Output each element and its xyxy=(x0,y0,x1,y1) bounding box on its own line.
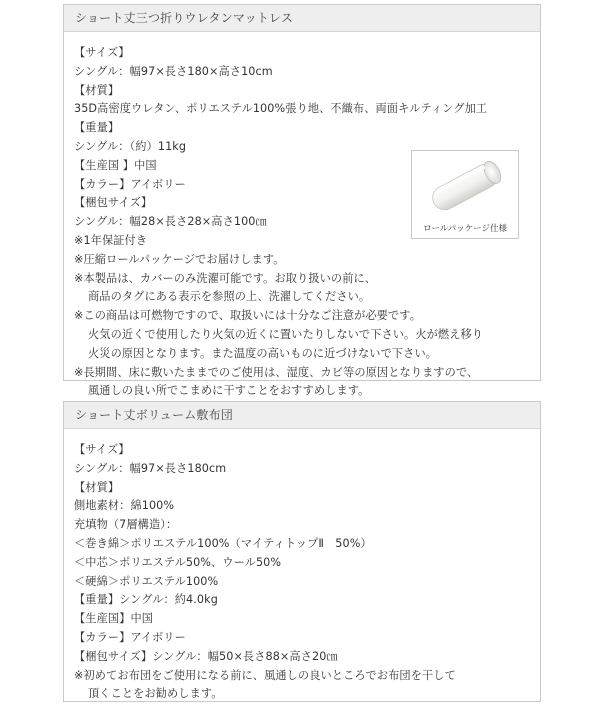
spec-line: シングル：幅28×長さ28×高さ100㎝ xyxy=(74,215,267,229)
spec-line: 【生産国 】中国 xyxy=(74,158,157,172)
spec-line: 火災の原因となります。また温度の高いものに近づけないで下さい。 xyxy=(88,346,438,360)
spec-line: 【カラー】アイボリー xyxy=(74,630,186,644)
spec-line: シングル：（約）11kg xyxy=(74,139,187,153)
spec-line: 【材質】 xyxy=(74,480,120,494)
spec-line: ※圧縮ロールパッケージでお届けします。 xyxy=(74,252,285,266)
rolled-mattress-package-image xyxy=(416,155,514,219)
spec-line: 【重量】 xyxy=(74,121,120,135)
spec-line: ＜硬綿＞ポリエステル100% xyxy=(74,574,219,588)
spec-line: シングル：幅97×長さ180×高さ10cm xyxy=(74,64,273,78)
spec-line: 【梱包サイズ】 xyxy=(74,196,153,210)
spec-line: 充填物（7層構造）： xyxy=(74,518,178,532)
package-illustration-box xyxy=(411,150,519,239)
spec-line: 頂くことをお勧めします。 xyxy=(88,687,223,701)
spec-section-futon xyxy=(63,401,541,702)
spec-line: ＜巻き綿＞ポリエステル100%（マイティトップⅡ 50%） xyxy=(74,536,372,550)
spec-line: 風通しの良い所でこまめに干すことをおすすめします。 xyxy=(88,384,370,398)
spec-line: 火気の近くで使用したり火気の近くに置いたりしないで下さい。火が燃え移り xyxy=(88,327,484,341)
spec-line: 【サイズ】 xyxy=(74,443,130,456)
spec-line: 【カラー】アイボリー xyxy=(74,177,186,191)
spec-line: 商品のタグにある表示を参照の上、洗濯してください。 xyxy=(88,290,371,304)
spec-line: ※初めてお布団をご使用になる前に、風通しの良いところでお布団を干して xyxy=(74,668,456,682)
spec-line: ※本製品は、カバーのみ洗濯可能です。お取り扱いの前に、 xyxy=(74,271,377,285)
spec-list xyxy=(64,429,540,704)
spec-line: 【サイズ】 xyxy=(74,46,130,59)
spec-line: 【梱包サイズ】シングル：幅50×長さ88×高さ20㎝ xyxy=(74,649,338,663)
spec-line: ※長期間、床に敷いたままでのご使用は、湿度、カビ等の原因となりますので、 xyxy=(74,365,479,379)
spec-line: 側地素材：綿100% xyxy=(74,499,175,513)
section-title: ショート丈ボリューム敷布団 xyxy=(64,402,540,429)
spec-line: 【生産国】中国 xyxy=(74,612,154,626)
spec-line: ＜中芯＞ポリエステル50%、ウール50% xyxy=(74,555,282,569)
spec-line: シングル：幅97×長さ180cm xyxy=(74,461,227,475)
spec-line: 【重量】シングル：約4.0kg xyxy=(74,593,218,607)
spec-line: ※この商品は可燃物ですので、取扱いには十分なご注意が必要です。 xyxy=(74,309,421,323)
spec-line: ※1年保証付き xyxy=(74,233,148,247)
package-caption: ロールパッケージ仕様 xyxy=(422,224,508,234)
spec-line: 【材質】 xyxy=(74,83,120,97)
spec-line: 35D高密度ウレタン、ポリエステル100%張り地、不織布、両面キルティング加工 xyxy=(74,102,488,116)
section-title: ショート丈三つ折りウレタンマットレス xyxy=(64,5,540,32)
